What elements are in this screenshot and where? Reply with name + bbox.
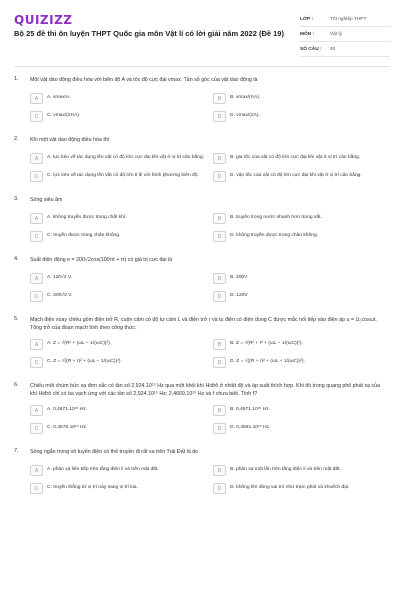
- question-item: [0, 74, 400, 123]
- answer-option-b[interactable]: [213, 152, 388, 165]
- option-text: C. truyền thẳng từ vị trí này sang vị trí kia.: [47, 485, 138, 491]
- question-number: 4.: [14, 256, 19, 262]
- header-divider: [14, 66, 390, 67]
- option-letter-badge: B: [213, 213, 226, 224]
- option-letter-badge: B: [213, 273, 226, 284]
- question-text: Khi một vật dao động điều hòa thì: [30, 137, 110, 143]
- question-number: 5.: [14, 316, 19, 322]
- page-title: Bộ 25 đề thi ôn luyện THPT Quốc gia môn Vật lí có lời giải năm 2022 (Đề 19): [14, 29, 284, 38]
- option-text: A. vmax/A.: [47, 95, 71, 101]
- question-item: [0, 380, 400, 435]
- question-item: [0, 446, 400, 495]
- question-number: 6.: [14, 382, 19, 388]
- answer-option-a[interactable]: [30, 404, 205, 417]
- option-letter-badge: A: [30, 405, 43, 416]
- question-item: [0, 134, 400, 183]
- question-number: 1.: [14, 76, 19, 82]
- option-text: A. lực kéo về tác dụng lên vật có độ lớn cực đại khi vật ở vị trí cân bằng.: [47, 155, 205, 161]
- question-text: Chiếu một chùm bức xạ đơn sắc có tần số 2,924.10¹⁵ Hz qua một khối khí Hiđrô ở nhiệt độ và áp suất thích hợp. Khi đó trong quang phổ phát xạ của khí Hiđrô chỉ có ba vạch ứng với các tần số 2,924.10¹⁵ Hz; 2,4669.10¹⁵ Hz và f chưa biết. Tính f?: [30, 383, 381, 397]
- answer-option-c[interactable]: [30, 290, 205, 303]
- option-text: C. Z = √((R + r)² + (ωL − 1/(ωC))²).: [47, 359, 122, 365]
- option-letter-badge: A: [30, 213, 43, 224]
- answer-option-d[interactable]: [213, 422, 388, 435]
- meta-value: Tốt nghiệp THPT: [330, 16, 367, 22]
- option-letter-badge: B: [213, 405, 226, 416]
- answer-option-d[interactable]: [213, 170, 388, 183]
- option-letter-badge: C: [30, 423, 43, 434]
- worksheet-header: [0, 0, 400, 66]
- meta-key: LỚP :: [300, 16, 314, 22]
- answer-option-a[interactable]: [30, 92, 205, 105]
- option-text: D. 0,4581.10¹⁵ Hz.: [230, 425, 271, 431]
- option-text: D. Z = √((R + r)² + (ωL + 1/(ωC))²).: [230, 359, 305, 365]
- answer-option-d[interactable]: [213, 230, 388, 243]
- answer-option-a[interactable]: [30, 152, 205, 165]
- answer-options: [30, 272, 388, 303]
- option-letter-badge: C: [30, 231, 43, 242]
- option-text: A. 120√2 V.: [47, 275, 73, 281]
- answer-options: [30, 212, 388, 243]
- question-text: Sóng ngắn trong vô tuyến điện có thể truyền đi rất xa trên Trái Đất là do: [30, 449, 199, 455]
- option-text: C. truyền được trong chân không.: [47, 233, 121, 239]
- answer-option-a[interactable]: [30, 272, 205, 285]
- question-text: Mạch điện xoay chiều gồm điện trở R, cuộn cảm có độ tự cảm L và điện trở r và tụ điện có điện dung C được mắc nối tiếp vào điện áp u = U₀cosωt. Tổng trở của đoạn mạch tính theo công thức:: [30, 317, 377, 331]
- answer-options: [30, 92, 388, 123]
- quizizz-logo: QUIZIZZ: [14, 13, 73, 27]
- option-text: A. Z = √(R² + (ωL − 1/(ωC))²).: [47, 341, 112, 347]
- option-letter-badge: D: [213, 111, 226, 122]
- answer-option-b[interactable]: [213, 404, 388, 417]
- option-text: B. truyền trong nước nhanh hơn trong sắt.: [230, 215, 322, 221]
- option-text: A. 0,4671.10¹⁵ Hz.: [47, 407, 88, 413]
- option-letter-badge: A: [30, 465, 43, 476]
- answer-options: [30, 152, 388, 183]
- option-letter-badge: B: [213, 339, 226, 350]
- question-text: Sóng siêu âm: [30, 197, 63, 203]
- worksheet-meta: [300, 12, 390, 57]
- meta-row-question-count: [300, 42, 390, 57]
- answer-option-a[interactable]: [30, 212, 205, 225]
- option-letter-badge: A: [30, 339, 43, 350]
- option-letter-badge: B: [213, 153, 226, 164]
- option-text: B. 0,4571.10¹⁵ Hz.: [230, 407, 271, 413]
- meta-row-class: [300, 12, 390, 27]
- meta-row-subject: [300, 27, 390, 42]
- answer-option-a[interactable]: [30, 464, 205, 477]
- option-letter-badge: B: [213, 465, 226, 476]
- answer-options: [30, 338, 388, 369]
- option-text: B. 200V: [230, 275, 248, 281]
- option-letter-badge: C: [30, 291, 43, 302]
- option-text: A. phản xạ liên tiếp trên tầng điện li và trên mặt đất.: [47, 467, 159, 473]
- option-letter-badge: C: [30, 483, 43, 494]
- option-text: B. Z = √(R² + r² + (ωL − 1/(ωC))²).: [230, 341, 303, 347]
- answer-option-c[interactable]: [30, 230, 205, 243]
- option-text: C. vmax/(2πA).: [47, 113, 81, 119]
- option-text: C. 0,4576.10¹⁵ Hz.: [47, 425, 88, 431]
- answer-option-c[interactable]: [30, 170, 205, 183]
- option-text: B. vmax/(πA).: [230, 95, 261, 101]
- answer-option-b[interactable]: [213, 464, 388, 477]
- answer-option-d[interactable]: [213, 290, 388, 303]
- answer-option-b[interactable]: [213, 272, 388, 285]
- option-letter-badge: C: [30, 357, 43, 368]
- answer-option-d[interactable]: [213, 356, 388, 369]
- option-letter-badge: D: [213, 483, 226, 494]
- option-text: D. vmax/(2A).: [230, 113, 260, 119]
- question-item: [0, 194, 400, 243]
- question-text: Suất điện động e = 200√2cos(100πt + π) có giá trị cực đại là: [30, 257, 173, 263]
- answer-option-b[interactable]: [213, 338, 388, 351]
- option-letter-badge: D: [213, 171, 226, 182]
- answer-option-b[interactable]: [213, 212, 388, 225]
- answer-option-d[interactable]: [213, 110, 388, 123]
- question-number: 3.: [14, 196, 19, 202]
- answer-option-d[interactable]: [213, 482, 388, 495]
- question-item: [0, 254, 400, 303]
- option-letter-badge: D: [213, 291, 226, 302]
- meta-key: MÔN :: [300, 31, 315, 37]
- answer-option-c[interactable]: [30, 482, 205, 495]
- option-letter-badge: B: [213, 93, 226, 104]
- option-text: D. không khí đóng vai trò như trạm phát và khuếch đại.: [230, 485, 350, 491]
- option-letter-badge: D: [213, 357, 226, 368]
- option-text: D. 120V: [230, 293, 248, 299]
- answer-option-b[interactable]: [213, 92, 388, 105]
- answer-option-a[interactable]: [30, 338, 205, 351]
- option-letter-badge: D: [213, 231, 226, 242]
- option-text: B. gia tốc của vật có độ lớn cực đại khi vật ở vị trí cân bằng.: [230, 155, 361, 161]
- option-letter-badge: C: [30, 171, 43, 182]
- question-number: 7.: [14, 448, 19, 454]
- question-text: Một vật dao động điều hòa với biên độ A và tốc độ cực đại vmax. Tần số góc của vật dao động là: [30, 77, 258, 83]
- question-number: 2.: [14, 136, 19, 142]
- meta-value: 40: [330, 46, 336, 52]
- answer-options: [30, 464, 388, 495]
- meta-key: SỐ CÂU :: [300, 46, 322, 52]
- answer-option-c[interactable]: [30, 356, 205, 369]
- option-letter-badge: D: [213, 423, 226, 434]
- option-letter-badge: A: [30, 93, 43, 104]
- option-letter-badge: A: [30, 153, 43, 164]
- question-list: [0, 74, 400, 506]
- answer-options: [30, 404, 388, 435]
- answer-option-c[interactable]: [30, 110, 205, 123]
- option-text: D. vận tốc của vật có độ lớn cực đại khi vật ở vị trí cân bằng.: [230, 173, 362, 179]
- option-text: D. không truyền được trong chân không.: [230, 233, 319, 239]
- option-letter-badge: C: [30, 111, 43, 122]
- answer-option-c[interactable]: [30, 422, 205, 435]
- option-text: C. lực kéo về tác dụng lên vật có độ lớn tỉ lệ với bình phương biên độ.: [47, 173, 199, 179]
- option-letter-badge: A: [30, 273, 43, 284]
- option-text: A. không truyền được trong chất khí.: [47, 215, 127, 221]
- meta-value: Vật lý: [330, 31, 342, 37]
- question-item: [0, 314, 400, 369]
- option-text: C. 200√2 V.: [47, 293, 73, 299]
- option-text: B. phản xạ một lần trên tầng điện li và trên mặt đất.: [230, 467, 341, 473]
